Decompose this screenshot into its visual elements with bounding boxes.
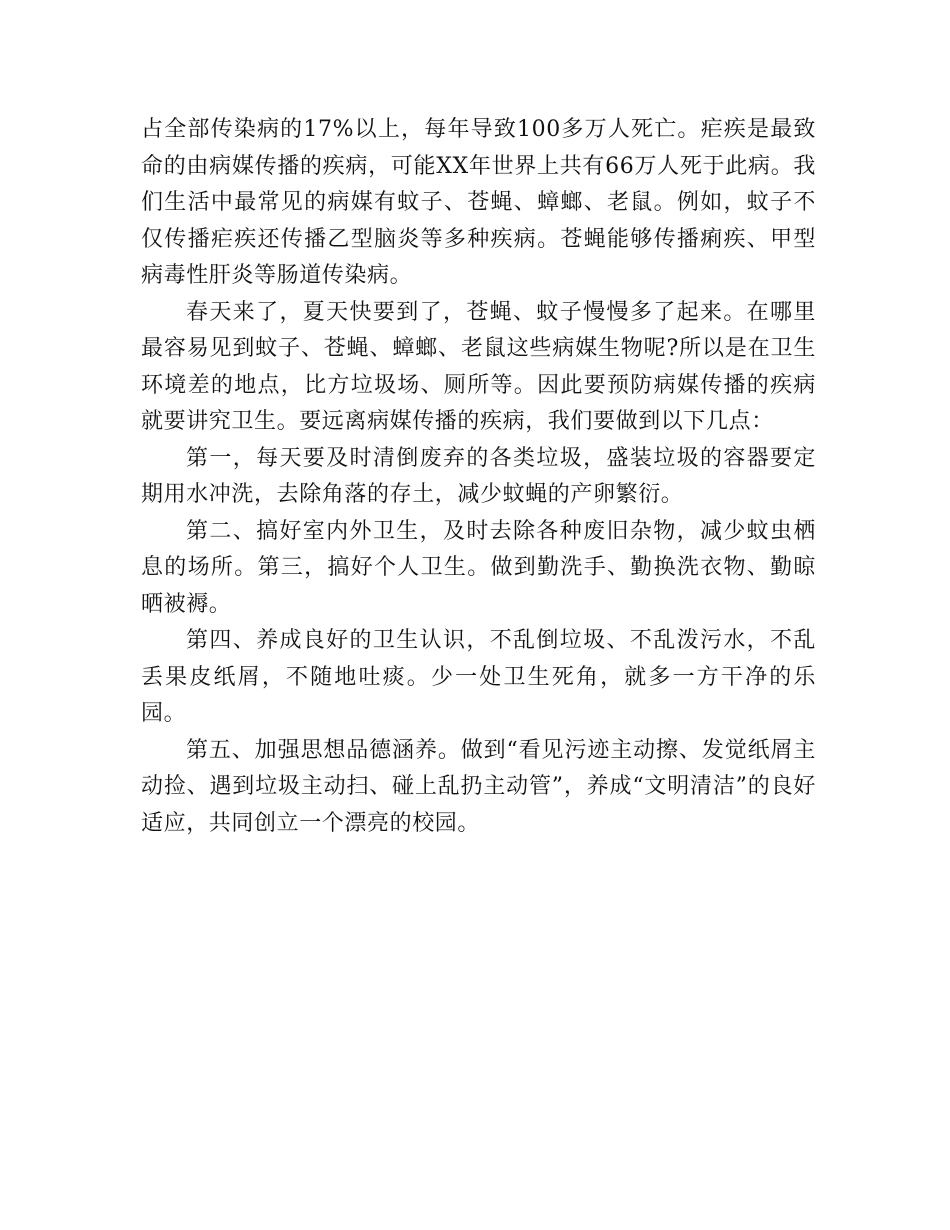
paragraph-point-two-three: 第二、搞好室内外卫生，及时去除各种废旧杂物，减少蚊虫栖息的场所。第三，搞好个人卫生。做到勤洗手、勤换洗衣物、勤晾晒被褥。 <box>141 518 816 617</box>
paragraph-spring-vectors: 春天来了，夏天快要到了，苍蝇、蚊子慢慢多了起来。在哪里最容易见到蚊子、苍蝇、蟑螂、老鼠这些病媒生物呢?所以是在卫生环境差的地点，比方垃圾场、厕所等。因此要预防病媒传播的疾病就要讲究卫生。要远离病媒传播的疾病，我们要做到以下几点： <box>141 299 816 434</box>
paragraph-point-five: 第五、加强思想品德涵养。做到“看见污迹主动擦、发觉纸屑主动捡、遇到垃圾主动扫、碰上乱扔主动管”，养成“文明清洁”的良好适应，共同创立一个漂亮的校园。 <box>141 737 816 836</box>
document-body <box>141 112 816 842</box>
paragraph-point-one: 第一，每天要及时清倒废弃的各类垃圾，盛装垃圾的容器要定期用水冲洗，去除角落的存土，减少蚊蝇的产卵繁衍。 <box>141 445 816 507</box>
paragraph-point-four: 第四、养成良好的卫生认识，不乱倒垃圾、不乱泼污水，不乱丢果皮纸屑，不随地吐痰。少一处卫生死角，就多一方干净的乐园。 <box>141 628 816 726</box>
paragraph-statistics: 占全部传染病的17%以上，每年导致100多万人死亡。疟疾是最致命的由病媒传播的疾病，可能XX年世界上共有66万人死于此病。我们生活中最常见的病媒有蚊子、苍蝇、蟑螂、老鼠。例如，蚊子不仅传播疟疾还传播乙型脑炎等多种疾病。苍蝇能够传播痢疾、甲型病毒性肝炎等肠道传染病。 <box>141 117 816 288</box>
